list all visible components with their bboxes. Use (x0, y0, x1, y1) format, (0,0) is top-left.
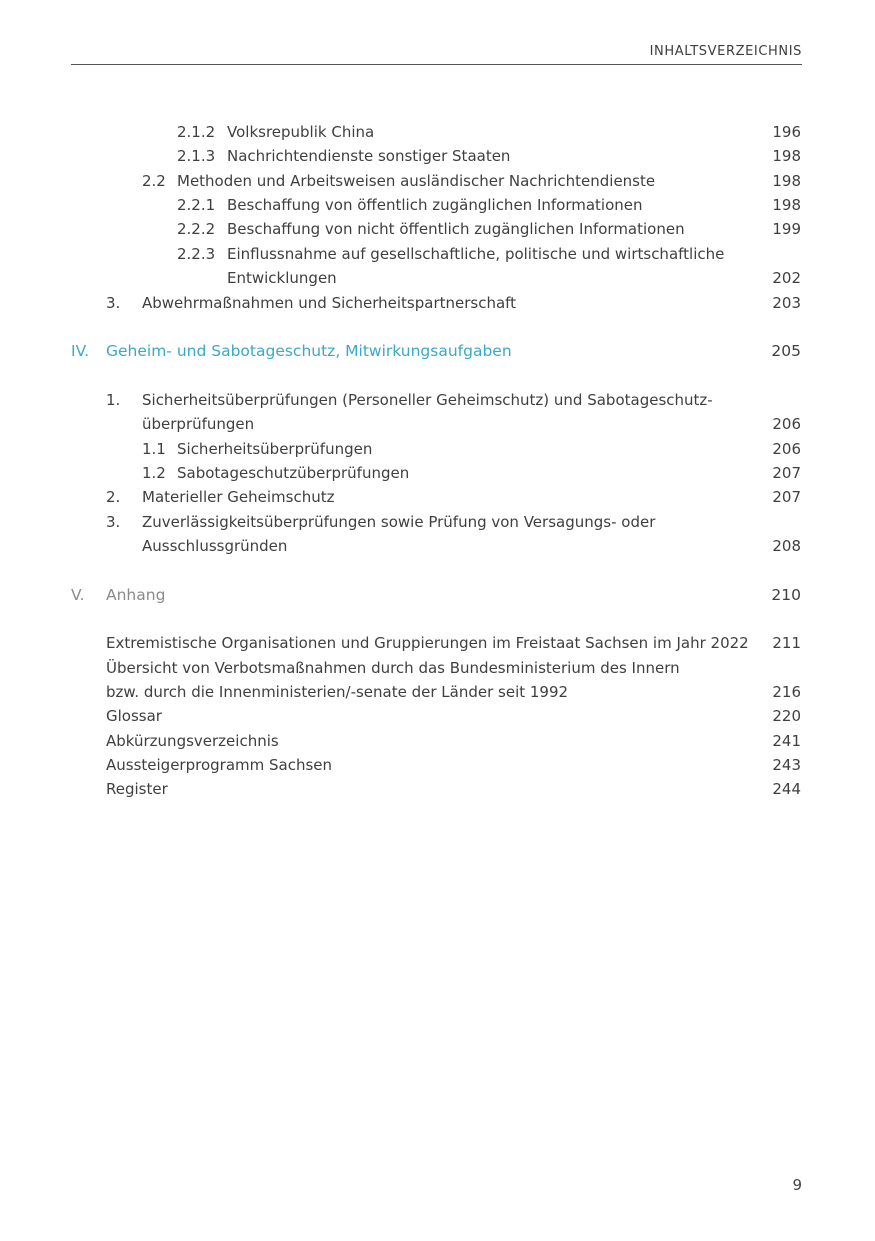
toc-entry-title: überprüfungen (142, 415, 255, 433)
toc-entry-2-materieller-geheimschutz[interactable] (0, 485, 875, 509)
toc-entry-title: Sicherheitsüberprüfungen (177, 440, 373, 458)
toc-entry-verbotsmassnahmen-continued[interactable] (0, 680, 875, 704)
toc-entry-1-1[interactable] (0, 437, 875, 461)
toc-entry-2-2-1[interactable] (0, 193, 875, 217)
toc-section-iv[interactable] (0, 339, 875, 363)
toc-entry-page: 243 (772, 756, 801, 774)
toc-entry-2-2[interactable] (0, 169, 875, 193)
toc-section-number: IV. (71, 342, 90, 360)
toc-entry-page: 244 (772, 780, 801, 798)
toc-entry-number: 2.2.1 (177, 196, 216, 214)
toc-entry-title: Entwicklungen (227, 269, 337, 287)
toc-entry-page: 207 (772, 488, 801, 506)
toc-entry-page: 216 (772, 683, 801, 701)
toc-entry-3-abwehrmassnahmen[interactable] (0, 291, 875, 315)
toc-section-title: Anhang (106, 586, 166, 604)
toc-entry-title: Übersicht von Verbotsmaßnahmen durch das Bundesministerium des Innern (106, 659, 680, 677)
toc-entry-verbotsmassnahmen[interactable] (0, 656, 875, 680)
toc-entry-title: Register (106, 780, 168, 798)
toc-entry-title: Sicherheitsüberprüfungen (Personeller Geheimschutz) und Sabotageschutz- (142, 391, 713, 409)
toc-entry-title: Beschaffung von öffentlich zugänglichen Informationen (227, 196, 643, 214)
toc-entry-page: 205 (771, 342, 801, 360)
toc-entry-extremistische-organisationen[interactable] (0, 631, 875, 655)
toc-entry-page: 203 (772, 294, 801, 312)
toc-entry-page: 206 (772, 440, 801, 458)
toc-entry-1-continued[interactable] (0, 412, 875, 436)
toc-entry-page: 198 (772, 196, 801, 214)
header-title: INHALTSVERZEICHNIS (649, 44, 802, 59)
toc-entry-1-sicherheitsueberpruefungen[interactable] (0, 388, 875, 412)
toc-entry-2-1-3[interactable] (0, 144, 875, 168)
toc-entry-3-continued[interactable] (0, 534, 875, 558)
toc-entry-title: Extremistische Organisationen und Gruppierungen im Freistaat Sachsen im Jahr 2022 (106, 634, 749, 652)
toc-entry-number: 2.2 (142, 172, 166, 190)
toc-entry-number: 1.2 (142, 464, 166, 482)
toc-entry-1-2[interactable] (0, 461, 875, 485)
toc-entry-page: 199 (772, 220, 801, 238)
toc-entry-title: Abwehrmaßnahmen und Sicherheitspartnerschaft (142, 294, 517, 312)
toc-entry-number: 1.1 (142, 440, 166, 458)
toc-entry-title: Einflussnahme auf gesellschaftliche, politische und wirtschaftliche (227, 245, 725, 263)
toc-entry-number: 2.1.3 (177, 147, 216, 165)
page-number: 9 (792, 1176, 802, 1194)
toc-entry-title: Methoden und Arbeitsweisen ausländischer Nachrichtendienste (177, 172, 656, 190)
toc-entry-page: 196 (772, 123, 801, 141)
toc-entry-register[interactable] (0, 777, 875, 801)
toc-section-title: Geheim- und Sabotageschutz, Mitwirkungsaufgaben (106, 342, 512, 360)
toc-entry-title: Sabotageschutzüberprüfungen (177, 464, 410, 482)
toc-entry-page: 198 (772, 147, 801, 165)
toc-entry-3-zuverlaessigkeitsueberpruefungen[interactable] (0, 510, 875, 534)
toc-entry-title: Aussteigerprogramm Sachsen (106, 756, 333, 774)
toc-entry-page: 208 (772, 537, 801, 555)
toc-entry-page: 220 (772, 707, 801, 725)
toc-entry-page: 207 (772, 464, 801, 482)
toc-entry-number: 1. (106, 391, 121, 409)
toc-entry-2-2-2[interactable] (0, 217, 875, 241)
toc-entry-title: Materieller Geheimschutz (142, 488, 335, 506)
toc-entry-title: Beschaffung von nicht öffentlich zugänglichen Informationen (227, 220, 685, 238)
toc-entry-number: 2. (106, 488, 121, 506)
toc-entry-2-2-3-continued[interactable] (0, 266, 875, 290)
toc-section-number: V. (71, 586, 85, 604)
toc-entry-number: 2.1.2 (177, 123, 216, 141)
toc-entry-title: Ausschlussgründen (142, 537, 288, 555)
toc-entry-title: bzw. durch die Innenministerien/-senate der Länder seit 1992 (106, 683, 569, 701)
toc-entry-title: Glossar (106, 707, 162, 725)
toc-entry-page: 206 (772, 415, 801, 433)
toc-entry-2-1-2[interactable] (0, 120, 875, 144)
toc-entry-title: Zuverlässigkeitsüberprüfungen sowie Prüfung von Versagungs- oder (142, 513, 656, 531)
toc-entry-title: Volksrepublik China (227, 123, 375, 141)
toc-entry-page: 198 (772, 172, 801, 190)
toc-entry-aussteigerprogramm[interactable] (0, 753, 875, 777)
toc-entry-2-2-3[interactable] (0, 242, 875, 266)
toc-entry-title: Nachrichtendienste sonstiger Staaten (227, 147, 511, 165)
toc-entry-title: Abkürzungsverzeichnis (106, 732, 279, 750)
toc-entry-number: 3. (106, 294, 121, 312)
toc-entry-page: 211 (772, 634, 801, 652)
toc-entry-abkuerzungsverzeichnis[interactable] (0, 729, 875, 753)
toc-entry-number: 2.2.3 (177, 245, 216, 263)
toc-entry-page: 241 (772, 732, 801, 750)
toc-entry-glossar[interactable] (0, 704, 875, 728)
toc-section-v[interactable] (0, 583, 875, 607)
toc-entry-page: 210 (771, 586, 801, 604)
toc-entry-number: 2.2.2 (177, 220, 216, 238)
toc-entry-number: 3. (106, 513, 121, 531)
toc-entry-page: 202 (772, 269, 801, 287)
